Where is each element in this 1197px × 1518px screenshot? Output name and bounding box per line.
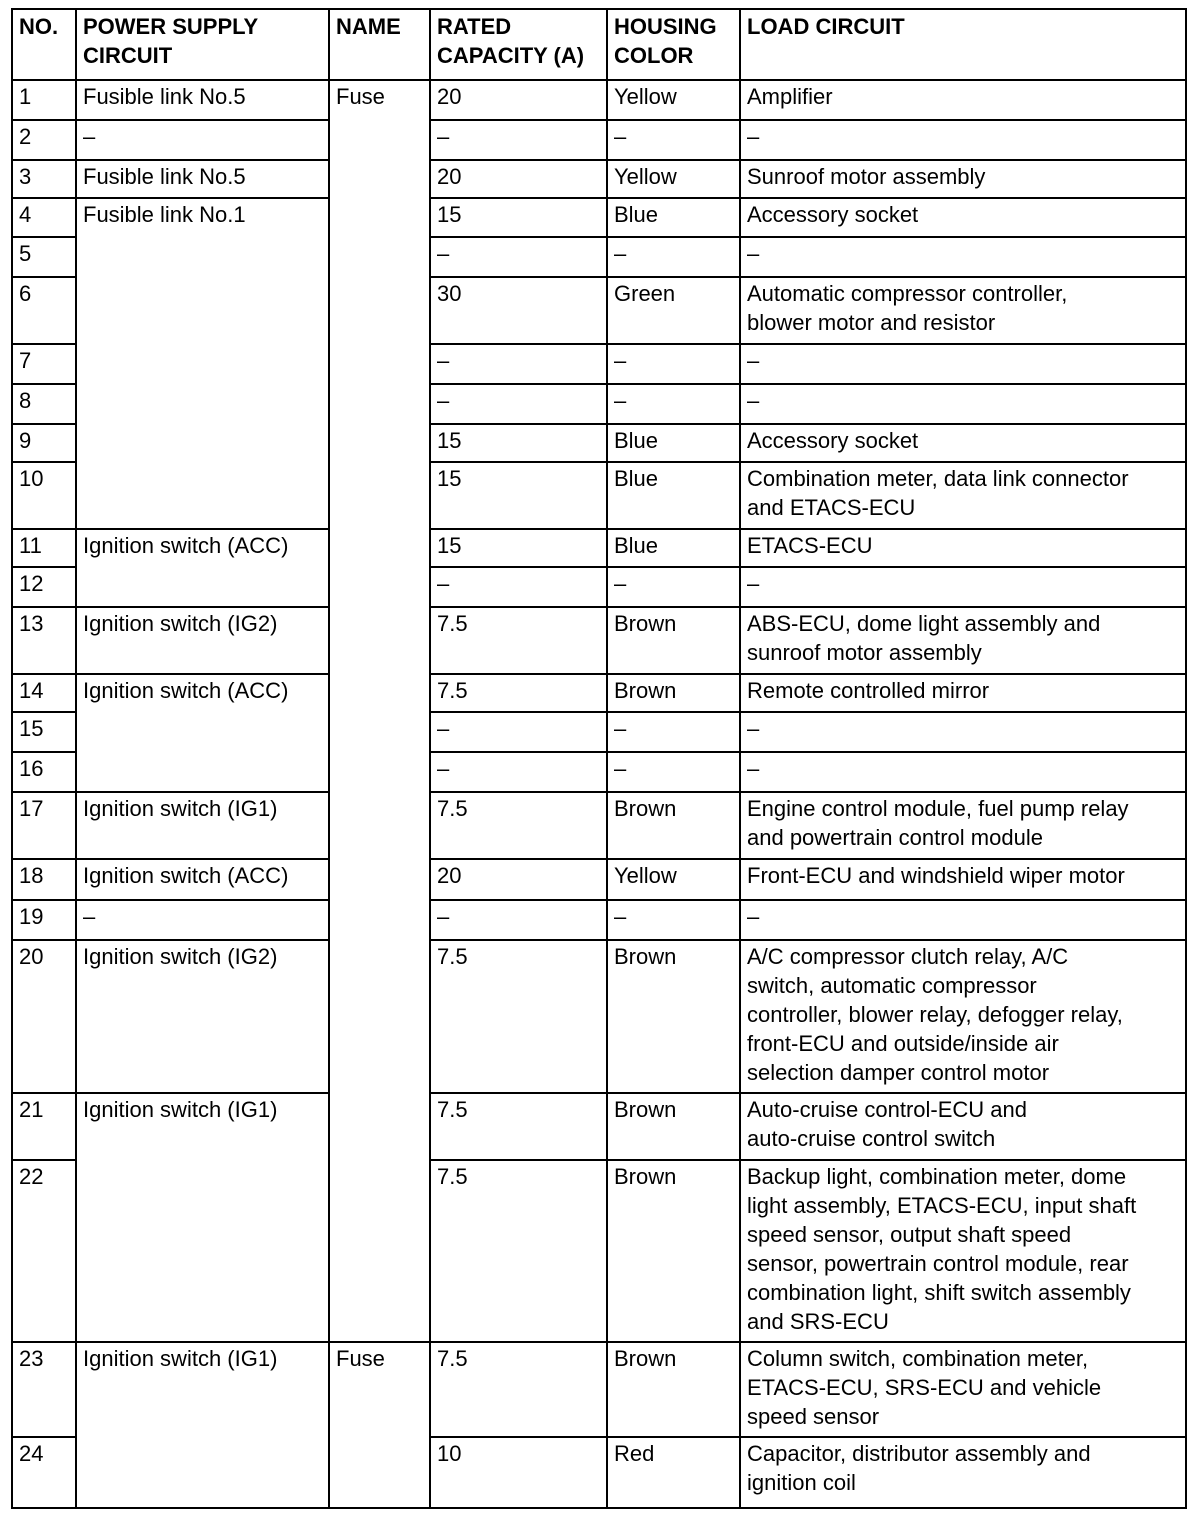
housing-color: – [607, 344, 740, 384]
housing-color: Green [607, 277, 740, 344]
rated-capacity: – [430, 344, 607, 384]
table-row [12, 940, 1186, 1093]
fuse-number: 3 [12, 160, 76, 198]
fuse-table [11, 8, 1187, 1509]
load-circuit-line: front-ECU and outside/inside air [747, 1031, 1059, 1056]
rated-capacity: 7.5 [430, 940, 607, 1093]
load-circuit-line: light assembly, ETACS-ECU, input shaft [747, 1193, 1137, 1218]
fuse-number: 4 [12, 198, 76, 237]
power-supply-circuit: Ignition switch (IG1) [76, 1342, 329, 1508]
fuse-number: 2 [12, 120, 76, 160]
table-row [12, 80, 1186, 120]
housing-color: Yellow [607, 80, 740, 120]
load-circuit-line: Backup light, combination meter, dome [747, 1164, 1127, 1189]
load-circuit-line: ignition coil [747, 1470, 856, 1495]
load-circuit-line: sensor, powertrain control module, rear [747, 1251, 1129, 1276]
housing-color: – [607, 712, 740, 752]
header-load-circuit: LOAD CIRCUIT [740, 9, 1186, 80]
load-circuit-line: and powertrain control module [747, 825, 1043, 850]
power-supply-circuit: – [76, 900, 329, 940]
load-circuit-line: – [747, 348, 760, 373]
load-circuit-line: Accessory socket [747, 202, 919, 227]
fuse-number: 9 [12, 424, 76, 462]
load-circuit-line: – [747, 756, 760, 781]
load-circuit [740, 344, 1186, 384]
load-circuit [740, 607, 1186, 674]
table-row [12, 674, 1186, 712]
load-circuit [740, 198, 1186, 237]
rated-capacity: 10 [430, 1437, 607, 1508]
load-circuit [740, 567, 1186, 607]
housing-color: Blue [607, 424, 740, 462]
rated-capacity: – [430, 712, 607, 752]
housing-color: Brown [607, 607, 740, 674]
load-circuit [740, 940, 1186, 1093]
fuse-number: 16 [12, 752, 76, 792]
load-circuit-line: auto-cruise control switch [747, 1126, 996, 1151]
rated-capacity: 7.5 [430, 1093, 607, 1160]
housing-color: Brown [607, 940, 740, 1093]
load-circuit-line: Automatic compressor controller, [747, 281, 1068, 306]
load-circuit-line: – [747, 571, 760, 596]
table-row [12, 1093, 1186, 1160]
load-circuit [740, 712, 1186, 752]
load-circuit [740, 424, 1186, 462]
power-supply-circuit: Ignition switch (ACC) [76, 674, 329, 792]
power-supply-circuit: Ignition switch (IG1) [76, 1093, 329, 1342]
table-row [12, 198, 1186, 237]
load-circuit [740, 529, 1186, 567]
load-circuit-line: ETACS-ECU [747, 533, 873, 558]
rated-capacity: – [430, 384, 607, 424]
fuse-number: 22 [12, 1160, 76, 1342]
load-circuit-line: Remote controlled mirror [747, 678, 990, 703]
load-circuit [740, 462, 1186, 529]
housing-color: Yellow [607, 160, 740, 198]
table-row [12, 859, 1186, 900]
housing-color: – [607, 567, 740, 607]
fuse-number: 23 [12, 1342, 76, 1437]
load-circuit [740, 859, 1186, 900]
table-row [12, 1342, 1186, 1437]
housing-color: Blue [607, 529, 740, 567]
load-circuit-line: – [747, 124, 760, 149]
rated-capacity: 15 [430, 462, 607, 529]
rated-capacity: – [430, 237, 607, 277]
component-name: Fuse [329, 1342, 430, 1508]
table-row [12, 607, 1186, 674]
power-supply-circuit: Fusible link No.5 [76, 80, 329, 120]
rated-capacity: 15 [430, 529, 607, 567]
load-circuit [740, 160, 1186, 198]
rated-capacity: 7.5 [430, 674, 607, 712]
table-row [12, 120, 1186, 160]
load-circuit [740, 384, 1186, 424]
load-circuit-line: and ETACS-ECU [747, 495, 916, 520]
load-circuit-line: switch, automatic compressor [747, 973, 1037, 998]
fuse-number: 21 [12, 1093, 76, 1160]
rated-capacity: – [430, 900, 607, 940]
rated-capacity: 15 [430, 424, 607, 462]
housing-color: – [607, 752, 740, 792]
header-no: NO. [12, 9, 76, 80]
housing-color: Blue [607, 462, 740, 529]
fuse-number: 13 [12, 607, 76, 674]
header-name: NAME [329, 9, 430, 80]
power-supply-circuit: Ignition switch (ACC) [76, 529, 329, 607]
load-circuit [740, 1160, 1186, 1342]
table-row [12, 160, 1186, 198]
housing-color: – [607, 384, 740, 424]
load-circuit-line: Engine control module, fuel pump relay [747, 796, 1129, 821]
load-circuit [740, 1437, 1186, 1508]
load-circuit [740, 277, 1186, 344]
load-circuit-line: Accessory socket [747, 428, 919, 453]
load-circuit-line: speed sensor, output shaft speed [747, 1222, 1072, 1247]
rated-capacity: 7.5 [430, 1342, 607, 1437]
fuse-number: 17 [12, 792, 76, 859]
load-circuit-line: and SRS-ECU [747, 1309, 889, 1334]
rated-capacity: 7.5 [430, 1160, 607, 1342]
rated-capacity: – [430, 120, 607, 160]
fuse-number: 20 [12, 940, 76, 1093]
load-circuit-line: Auto-cruise control-ECU and [747, 1097, 1028, 1122]
load-circuit-line: speed sensor [747, 1404, 880, 1429]
rated-capacity: 30 [430, 277, 607, 344]
fuse-number: 1 [12, 80, 76, 120]
load-circuit [740, 237, 1186, 277]
rated-capacity: – [430, 567, 607, 607]
header-power-supply-circuit: POWER SUPPLY CIRCUIT [76, 9, 329, 80]
load-circuit-line: Combination meter, data link connector [747, 466, 1129, 491]
load-circuit [740, 1093, 1186, 1160]
power-supply-circuit: – [76, 120, 329, 160]
housing-color: Brown [607, 1342, 740, 1437]
fuse-number: 14 [12, 674, 76, 712]
power-supply-circuit: Ignition switch (IG1) [76, 792, 329, 859]
fuse-number: 18 [12, 859, 76, 900]
load-circuit-line: Capacitor, distributor assembly and [747, 1441, 1091, 1466]
load-circuit-line: Amplifier [747, 84, 833, 109]
table-row [12, 529, 1186, 567]
rated-capacity: 7.5 [430, 607, 607, 674]
housing-color: Brown [607, 674, 740, 712]
table-row [12, 792, 1186, 859]
header-housing-color: HOUSING COLOR [607, 9, 740, 80]
load-circuit-line: – [747, 904, 760, 929]
load-circuit-line: blower motor and resistor [747, 310, 996, 335]
fuse-number: 12 [12, 567, 76, 607]
load-circuit-line: ETACS-ECU, SRS-ECU and vehicle [747, 1375, 1102, 1400]
rated-capacity: 7.5 [430, 792, 607, 859]
rated-capacity: – [430, 752, 607, 792]
housing-color: – [607, 120, 740, 160]
load-circuit-line: Sunroof motor assembly [747, 164, 986, 189]
load-circuit-line: – [747, 716, 760, 741]
load-circuit-line: selection damper control motor [747, 1060, 1050, 1085]
load-circuit-line: controller, blower relay, defogger relay, [747, 1002, 1123, 1027]
load-circuit [740, 792, 1186, 859]
housing-color: Red [607, 1437, 740, 1508]
header-row [12, 9, 1186, 80]
fuse-number: 10 [12, 462, 76, 529]
fuse-number: 24 [12, 1437, 76, 1508]
rated-capacity: 15 [430, 198, 607, 237]
load-circuit-line: combination light, shift switch assembly [747, 1280, 1131, 1305]
load-circuit [740, 900, 1186, 940]
load-circuit [740, 752, 1186, 792]
load-circuit-line: – [747, 388, 760, 413]
housing-color: Brown [607, 1160, 740, 1342]
housing-color: Brown [607, 792, 740, 859]
power-supply-circuit: Fusible link No.1 [76, 198, 329, 529]
power-supply-circuit: Ignition switch (IG2) [76, 607, 329, 674]
power-supply-circuit: Fusible link No.5 [76, 160, 329, 198]
load-circuit [740, 80, 1186, 120]
table-body [12, 80, 1186, 1508]
housing-color: – [607, 900, 740, 940]
table-row [12, 900, 1186, 940]
fuse-number: 7 [12, 344, 76, 384]
load-circuit-line: A/C compressor clutch relay, A/C [747, 944, 1069, 969]
fuse-number: 19 [12, 900, 76, 940]
load-circuit [740, 1342, 1186, 1437]
load-circuit [740, 120, 1186, 160]
header-rated-capacity: RATED CAPACITY (A) [430, 9, 607, 80]
fuse-number: 5 [12, 237, 76, 277]
fuse-number: 11 [12, 529, 76, 567]
load-circuit-line: sunroof motor assembly [747, 640, 982, 665]
rated-capacity: 20 [430, 80, 607, 120]
load-circuit [740, 674, 1186, 712]
fuse-number: 8 [12, 384, 76, 424]
power-supply-circuit: Ignition switch (ACC) [76, 859, 329, 900]
component-name: Fuse [329, 80, 430, 1342]
housing-color: – [607, 237, 740, 277]
load-circuit-line: Column switch, combination meter, [747, 1346, 1089, 1371]
housing-color: Brown [607, 1093, 740, 1160]
fuse-number: 15 [12, 712, 76, 752]
load-circuit-line: – [747, 241, 760, 266]
rated-capacity: 20 [430, 160, 607, 198]
power-supply-circuit: Ignition switch (IG2) [76, 940, 329, 1093]
fuse-number: 6 [12, 277, 76, 344]
load-circuit-line: ABS-ECU, dome light assembly and [747, 611, 1101, 636]
housing-color: Yellow [607, 859, 740, 900]
housing-color: Blue [607, 198, 740, 237]
load-circuit-line: Front-ECU and windshield wiper motor [747, 863, 1125, 888]
rated-capacity: 20 [430, 859, 607, 900]
